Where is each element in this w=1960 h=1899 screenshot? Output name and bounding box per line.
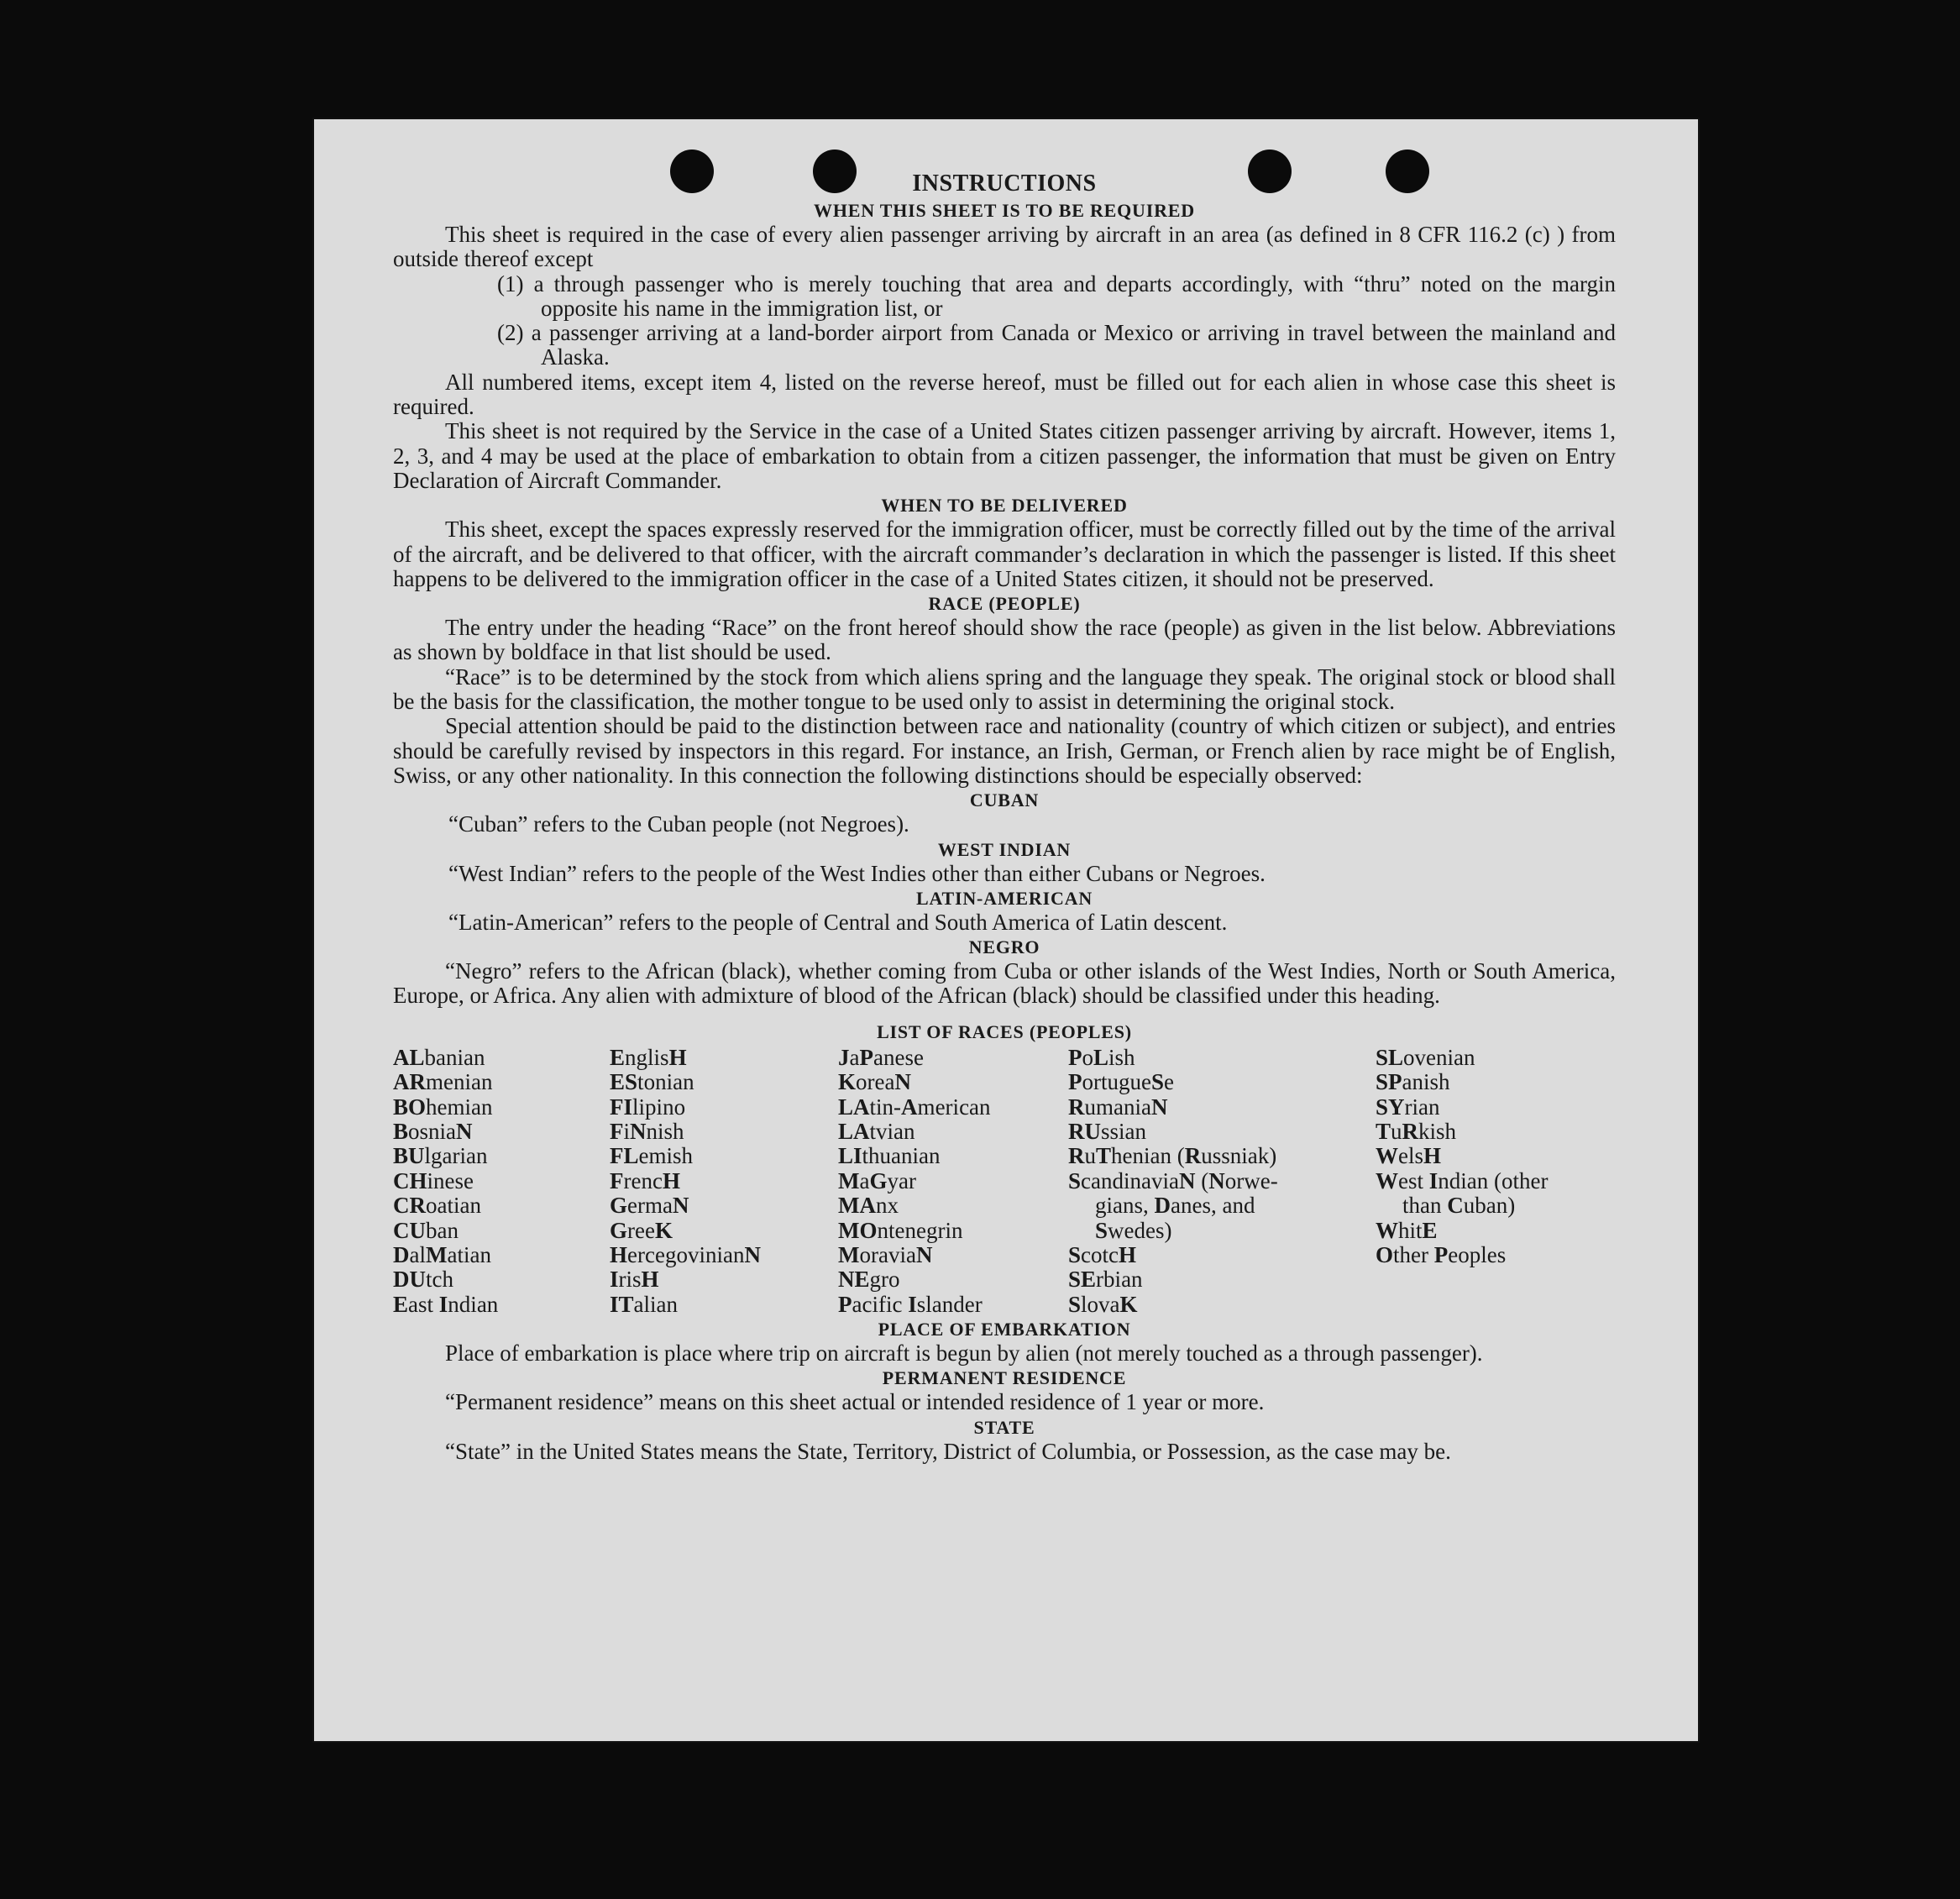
heading-race: RACE (PEOPLE) [928,593,1081,615]
races-list [393,1046,1616,1317]
race-entry: KoreaN [838,1069,911,1095]
race-entry: RuThenian (Russniak) [1068,1143,1277,1169]
list-item: (2) a passenger arriving at a land-border airport from Canada or Mexico or arriving in travel between the mainland and Alaska. [497,320,1616,370]
document-page [312,118,1700,1743]
paragraph: “Latin-American” refers to the people of Central and South America of Latin descent. [448,909,1228,935]
paragraph: “Negro” refers to the African (black), whether coming from Cuba or other islands of the West Indies, North or South America, Europe, or Africa. Any alien with admixture of blood of the African (black) should be classified under this heading. [393,958,1616,1009]
race-entry: ScandinaviaN (Norwe- [1068,1167,1278,1193]
race-entry: RUssian [1068,1118,1147,1144]
race-entry-continuation: than Cuban) [1402,1193,1516,1219]
paragraph: “Race” is to be determined by the stock from which aliens spring and the language they speak. The original stock or blood shall be the basis for the classification, the mother tongue to be used only to assist in determining the original stock. [393,664,1616,715]
heading-delivered: WHEN TO BE DELIVERED [881,495,1128,517]
race-entry: IrisH [610,1267,659,1293]
race-entry: ARmenian [393,1069,493,1095]
race-entry: ScotcH [1068,1241,1137,1267]
races-column-1 [393,1046,610,1317]
instructions-content [393,170,1616,1464]
paragraph: The entry under the heading “Race” on the front hereof should show the race (people) as given in the list below. Abbreviations as shown by boldface in that list should be used. [393,615,1616,665]
paragraph: This sheet is required in the case of every alien passenger arriving by aircraft in an area (as defined in 8 CFR 116.2 (c) ) from outside thereof except [393,222,1616,272]
heading-negro: NEGRO [968,936,1040,958]
race-entry: EnglisH [610,1044,687,1070]
race-entry: SErbian [1068,1267,1143,1293]
race-entry: East Indian [393,1291,499,1317]
list-item: (1) a through passenger who is merely touching that area and departs accordingly, with “thru” noted on the margin opposite his name in the immigration list, or [497,270,1616,321]
heading-required: WHEN THIS SHEET IS TO BE REQUIRED [814,200,1195,221]
race-entry: MAnx [838,1193,899,1219]
races-column-4 [1068,1046,1376,1317]
paragraph: “West Indian” refers to the people of the West Indies other than either Cubans or Negroes. [448,860,1266,886]
heading-latin-american: LATIN-AMERICAN [915,887,1093,909]
race-entry: SPanish [1376,1069,1450,1095]
paragraph: “Permanent residence” means on this sheet actual or intended residence of 1 year or more. [445,1389,1265,1415]
heading-embarkation: PLACE OF EMBARKATION [878,1319,1131,1340]
race-entry: DalMatian [393,1241,491,1267]
paragraph: This sheet, except the spaces expressly reserved for the immigration officer, must be correctly filled out by the time of the arrival of the aircraft, and be delivered to that officer, with the aircraft commander’s declaration in which the passenger is listed. If this sheet happens to be delivered to the immigration officer in the case of a United States citizen, it should not be preserved. [393,517,1616,591]
race-entry: RumaniaN [1068,1094,1168,1120]
race-entry: WelsH [1376,1143,1442,1169]
race-entry: ALbanian [393,1044,485,1070]
race-entry-continuation: Swedes) [1095,1217,1172,1243]
race-entry: SlovaK [1068,1291,1138,1317]
race-entry: GermaN [610,1193,689,1219]
race-entry: PoLish [1068,1044,1135,1070]
race-entry: PortugueSe [1068,1069,1175,1095]
paragraph: “State” in the United States means the State, Territory, District of Columbia, or Possession, as the case may be. [445,1438,1451,1464]
paragraph: Place of embarkation is place where trip on aircraft is begun by alien (not merely touched as a through passenger). [445,1340,1483,1367]
race-entry: CUban [393,1217,459,1243]
race-entry-continuation: gians, Danes, and [1095,1193,1255,1219]
race-entry: DUtch [393,1267,453,1293]
race-entry: MOntenegrin [838,1217,963,1243]
race-entry: GreeK [610,1217,673,1243]
paragraph: This sheet is not required by the Service in the case of a United States citizen passenger arriving by aircraft. However, items 1, 2, 3, and 4 may be used at the place of embarkation to obtain from a citizen passenger, the information that must be given on Entry Declaration of Aircraft Commander. [393,418,1616,493]
heading-west-indian: WEST INDIAN [937,838,1072,860]
race-entry: MoraviaN [838,1241,933,1267]
race-entry: HercegovinianN [610,1241,761,1267]
heading-permanent-residence: PERMANENT RESIDENCE [882,1367,1127,1389]
race-entry: FIlipino [610,1094,686,1120]
race-entry: BUlgarian [393,1143,488,1169]
race-entry: WhitE [1376,1217,1438,1243]
race-entry: West Indian (other [1376,1167,1549,1193]
race-entry: FLemish [610,1143,694,1169]
heading-list-of-races: LIST OF RACES (PEOPLES) [877,1020,1132,1042]
race-entry: LAtvian [838,1118,915,1144]
race-entry: NEgro [838,1267,900,1293]
race-entry: CRoatian [393,1193,481,1219]
race-entry: BosniaN [393,1118,473,1144]
page-title: INSTRUCTIONS [912,170,1097,197]
race-entry: CHinese [393,1167,474,1193]
paragraph: All numbered items, except item 4, listed on the reverse hereof, must be filled out for each alien in whose case this sheet is required. [393,369,1616,420]
race-entry: FrencH [610,1167,680,1193]
race-entry: MaGyar [838,1167,916,1193]
races-column-2 [610,1046,838,1317]
race-entry: ITalian [610,1291,679,1317]
race-entry: TuRkish [1376,1118,1457,1144]
race-entry: SLovenian [1376,1044,1475,1070]
race-entry: SYrian [1376,1094,1440,1120]
race-entry: FiNnish [610,1118,684,1144]
heading-state: STATE [973,1416,1035,1438]
paragraph: Special attention should be paid to the distinction between race and nationality (country of which citizen or subject), and entries should be carefully revised by inspectors in this regard. For instance, an Irish, German, or French alien by race might be of English, Swiss, or any other nationality. In this connection the following distinctions should be especially observed: [393,713,1616,788]
races-column-5 [1376,1046,1616,1317]
race-entry: EStonian [610,1069,694,1095]
race-entry: Pacific Islander [838,1291,983,1317]
paragraph: “Cuban” refers to the Cuban people (not Negroes). [448,811,909,837]
race-entry: LAtin-American [838,1094,991,1120]
heading-cuban: CUBAN [969,790,1040,811]
race-entry: LIthuanian [838,1143,941,1169]
races-column-3 [838,1046,1068,1317]
race-entry: Other Peoples [1376,1241,1507,1267]
race-entry: BOhemian [393,1094,493,1120]
race-entry: JaPanese [838,1044,924,1070]
